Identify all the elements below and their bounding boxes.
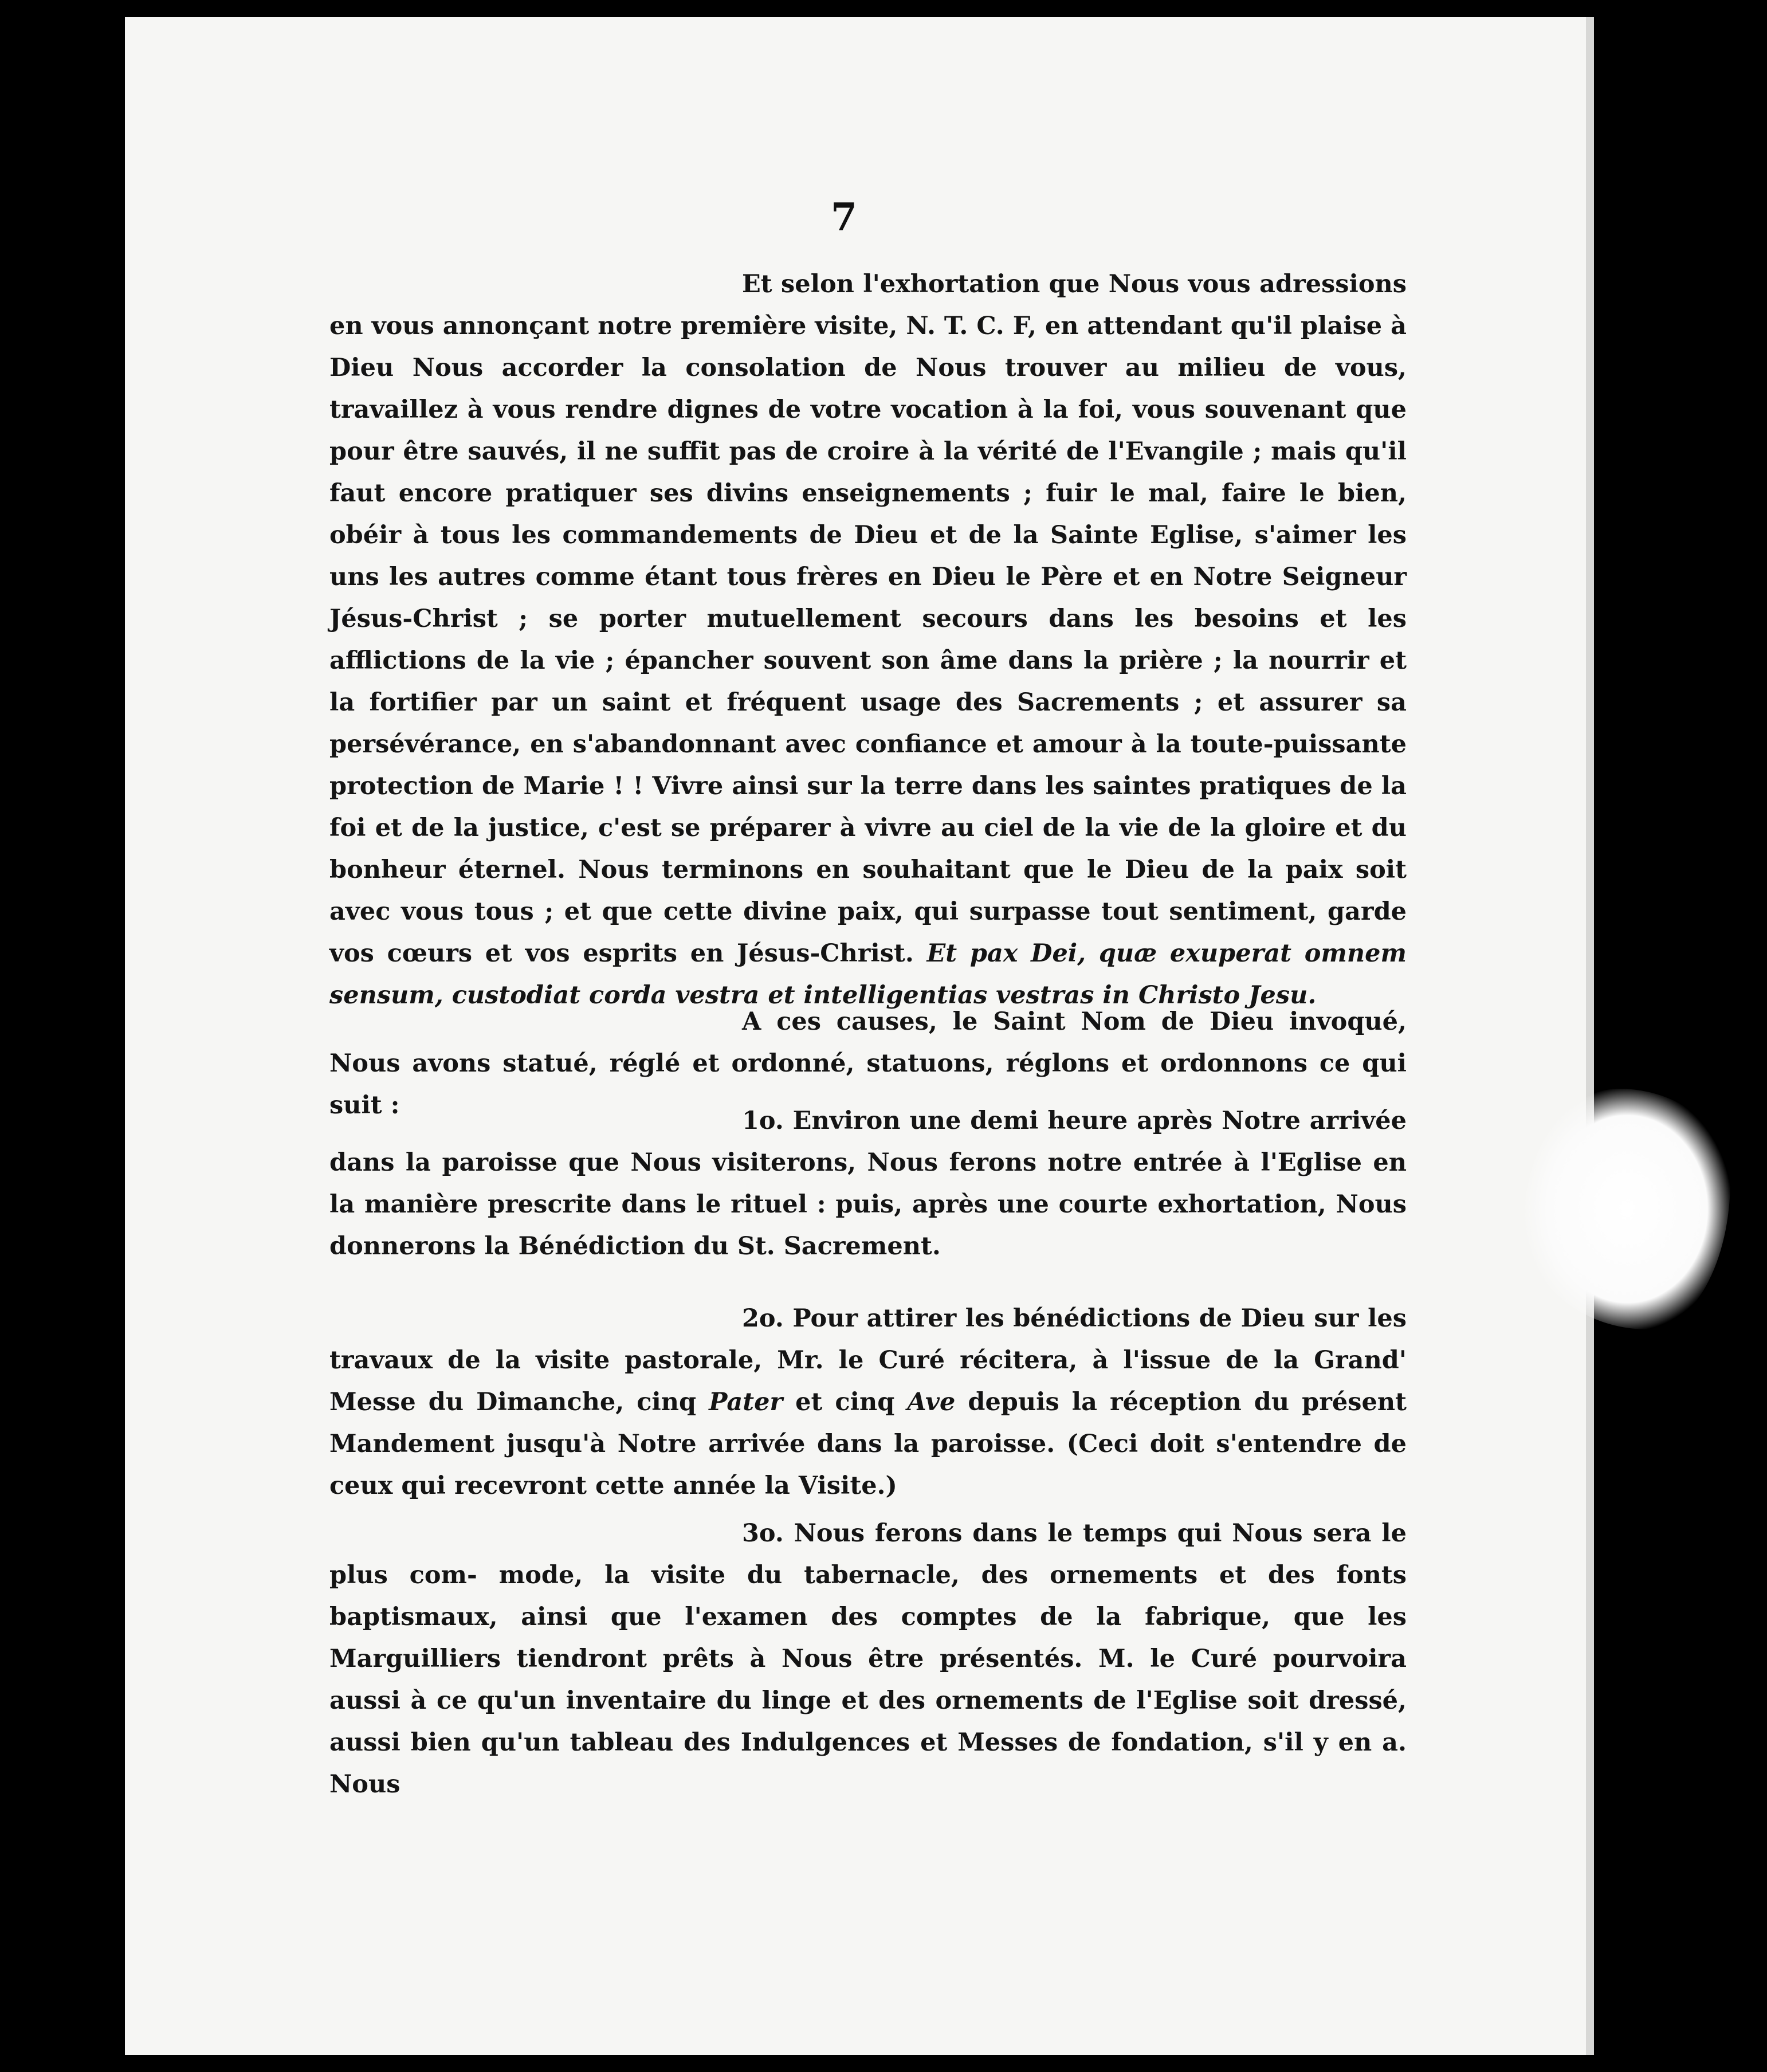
paragraph-body: statué, réglé et ordonné, statuons, réglons et ordonnons ce qui suit : xyxy=(329,1049,1407,1120)
paragraph-lead: A ces causes, le Saint Nom de Dieu invoqué, Nous avons xyxy=(329,1007,1407,1078)
page-number: 7 xyxy=(831,195,857,240)
paragraph-lead: Et selon l'exhortation que Nous vous adressions en vous xyxy=(329,270,1407,340)
ave-word: Ave xyxy=(907,1388,956,1416)
article-1 xyxy=(329,1100,1407,1267)
paragraph-lead: 1o. Environ une demi heure après Notre arrivée dans la xyxy=(329,1106,1407,1177)
paragraph-body: paroisse que Nous visiterons, Nous ferons notre entrée à l'Eglise en la manière prescrite dans le rituel : puis, après une courte exhortation, Nous donnerons la Bénédiction du St. Sacrement. xyxy=(329,1148,1407,1261)
paragraph-body: mode, la visite du tabernacle, des ornements et des fonts baptismaux, ainsi que l'examen des comptes de la fabrique, que les Marguilliers tiendront prêts à Nous être présentés. M. le Curé pourvoira aussi à ce qu'un inventaire du linge et des ornements de l'Eglise soit dressé, aussi bien qu'un tableau des Indulgences et Messes de fondation, s'il y en a. Nous xyxy=(329,1561,1407,1799)
page-edge xyxy=(1586,17,1594,2055)
pater-word: Pater xyxy=(709,1388,783,1416)
paragraph-lead: 3o. Nous ferons dans le temps qui Nous sera le plus com- xyxy=(329,1519,1407,1590)
paragraph-body: depuis la réception du présent Mandement jusqu'à Notre arrivée dans la paroisse. (Ceci doit s'entendre de ceux qui recevront cette année la Visite.) xyxy=(329,1388,1407,1500)
article-2 xyxy=(329,1298,1407,1507)
paragraph-body: et cinq xyxy=(795,1388,895,1416)
paragraph-body: de la visite pastorale, Mr. le Curé récitera, à l'issue de la Grand' Messe du Dimanche, cinq xyxy=(329,1346,1407,1416)
latin-quotation: Et pax Dei, quæ exuperat omnem sensum, custodiat corda vestra et intelligentias vestras in Christo Jesu. xyxy=(329,939,1407,1010)
paragraph-body: annonçant notre première visite, N. T. C. F, en attendant qu'il plaise à Dieu Nous accorder la consolation de Nous trouver au milieu de vous, travaillez à vous rendre dignes de votre vocation à la foi, vous souvenant que pour être sauvés, il ne suffit pas de croire à la vérité de l'Evangile ; mais qu'il faut encore pratiquer ses divins enseignements ; fuir le mal, faire le bien, obéir à tous les commandements de Dieu et de la Sainte Eglise, s'aimer les uns les autres comme étant tous frères en Dieu le Père et en Notre Seigneur Jésus-Christ ; se porter mutuellement secours dans les besoins et les afflictions de la vie ; épancher souvent son âme dans la prière ; la nourrir et la fortifier par un saint et fréquent usage des Sacrements ; et assurer sa persévérance, en s'abandonnant avec confiance et amour à la toute-puissante protection de Marie ! ! Vivre ainsi sur la terre dans les saintes pratiques de la foi et de la justice, c'est se préparer à vivre au ciel de la vie de la gloire et du bonheur éternel. Nous terminons en souhaitant que le Dieu de la paix soit avec vous tous ; et que cette divine paix, qui surpasse tout sentiment, garde vos cœurs et vos esprits en Jésus-Christ. xyxy=(329,312,1407,968)
paragraph-lead: 2o. Pour attirer les bénédictions de Dieu sur les travaux xyxy=(329,1304,1407,1375)
paragraph-exhortation xyxy=(329,264,1407,1017)
article-3 xyxy=(329,1513,1407,1806)
